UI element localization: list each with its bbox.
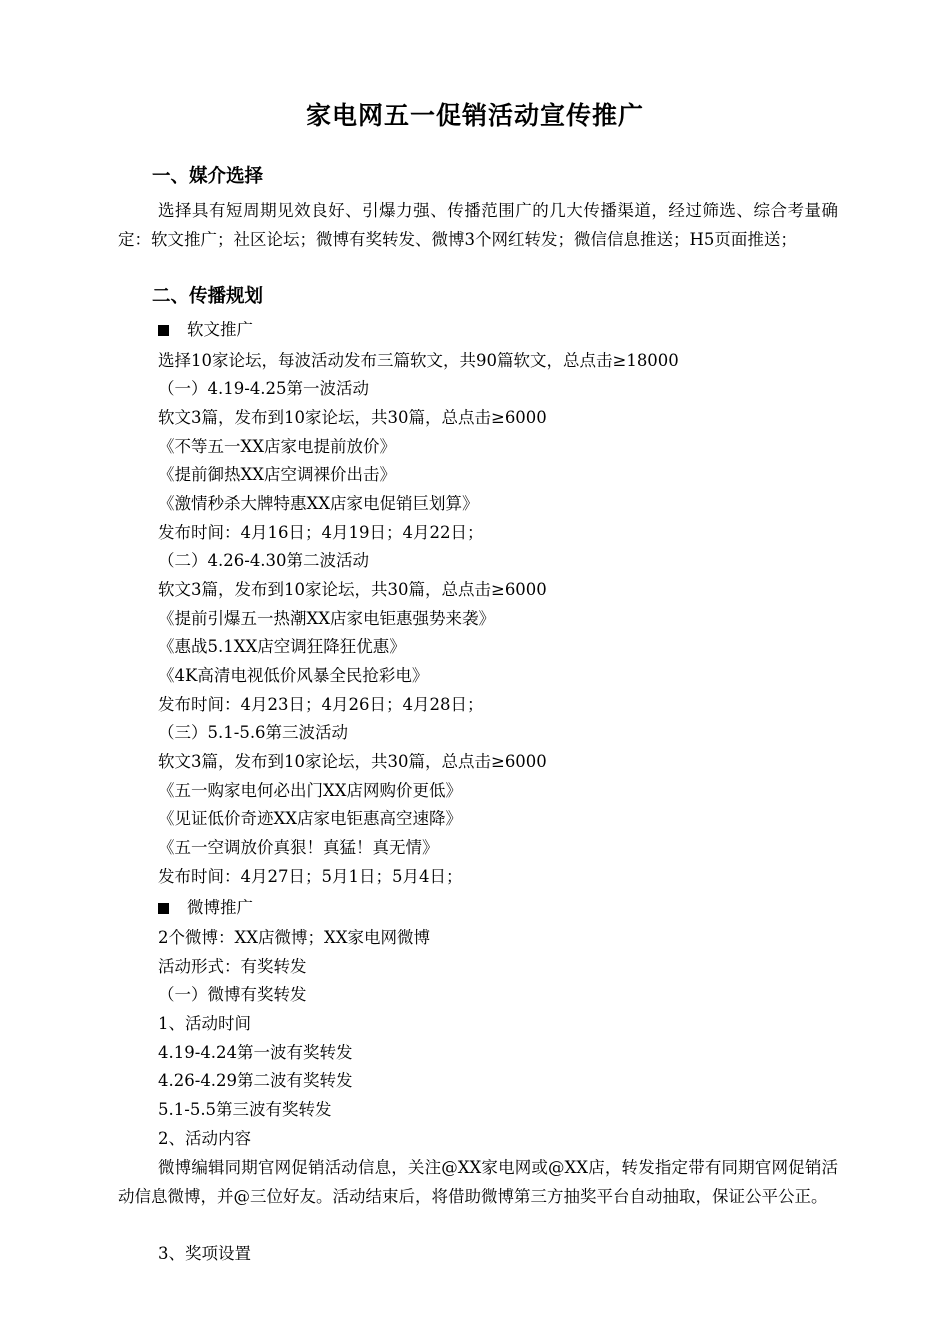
section-heading-plan: 二、传播规划 — [152, 286, 264, 307]
wave-detail: 软文3篇，发布到10家论坛，共30篇，总点击≥6000 — [158, 408, 547, 427]
article-title: 《见证低价奇迹XX店家电钜惠高空速降》 — [158, 809, 462, 828]
softtext-summary: 选择10家论坛，每波活动发布三篇软文，共90篇软文，总点击≥18000 — [158, 351, 679, 370]
square-bullet-icon — [158, 325, 169, 336]
prize-label: 3、奖项设置 — [158, 1244, 251, 1263]
article-title: 《提前御热XX店空调裸价出击》 — [158, 465, 396, 484]
bullet-label: 微博推广 — [187, 898, 253, 917]
wave-title: （二）4.26-4.30第二波活动 — [158, 551, 370, 570]
article-title: 《激情秒杀大牌特惠XX店家电促销巨划算》 — [158, 494, 479, 513]
article-title: 《五一空调放价真狠！真猛！真无情》 — [158, 838, 439, 857]
page-title: 家电网五一促销活动宣传推广 — [305, 101, 644, 130]
weibo-subtitle: （一）微博有奖转发 — [158, 985, 307, 1004]
article-title: 《五一购家电何必出门XX店网购价更低》 — [158, 781, 462, 800]
article-title: 《4K高清电视低价风暴全民抢彩电》 — [158, 666, 429, 685]
wave-detail: 软文3篇，发布到10家论坛，共30篇，总点击≥6000 — [158, 580, 547, 599]
article-title: 《不等五一XX店家电提前放价》 — [158, 437, 396, 456]
article-title: 《提前引爆五一热潮XX店家电钜惠强势来袭》 — [158, 609, 495, 628]
time-item: 4.26-4.29第二波有奖转发 — [158, 1071, 353, 1090]
time-item: 5.1-5.5第三波有奖转发 — [158, 1100, 332, 1119]
bullet-weibo — [158, 898, 253, 918]
bullet-label: 软文推广 — [187, 320, 253, 339]
publish-dates: 发布时间：4月16日；4月19日；4月22日； — [158, 523, 484, 542]
wave-title: （一）4.19-4.25第一波活动 — [158, 379, 370, 398]
time-item: 4.19-4.24第一波有奖转发 — [158, 1043, 353, 1062]
time-label: 1、活动时间 — [158, 1014, 251, 1033]
section-heading-media: 一、媒介选择 — [152, 166, 264, 187]
content-label: 2、活动内容 — [158, 1129, 251, 1148]
publish-dates: 发布时间：4月27日；5月1日；5月4日； — [158, 867, 463, 886]
publish-dates: 发布时间：4月23日；4月26日；4月28日； — [158, 695, 484, 714]
wave-title: （三）5.1-5.6第三波活动 — [158, 723, 349, 742]
square-bullet-icon — [158, 903, 169, 914]
weibo-accounts: 2个微博：XX店微博；XX家电网微博 — [158, 928, 430, 947]
weibo-form: 活动形式：有奖转发 — [158, 957, 307, 976]
article-title: 《惠战5.1XX店空调狂降狂优惠》 — [158, 637, 406, 656]
media-selection-paragraph: 选择具有短周期见效良好、引爆力强、传播范围广的几大传播渠道，经过筛选、综合考量确定：软文推广；社区论坛；微博有奖转发、微博3个网红转发；微信信息推送；H5页面推送； — [118, 201, 838, 249]
content-paragraph: 微博编辑同期官网促销活动信息，关注@XX家电网或@XX店，转发指定带有同期官网促销活动信息微博，并@三位好友。活动结束后，将借助微博第三方抽奖平台自动抽取，保证公平公正。 — [118, 1158, 838, 1206]
bullet-softtext — [158, 320, 253, 340]
wave-detail: 软文3篇，发布到10家论坛，共30篇，总点击≥6000 — [158, 752, 547, 771]
